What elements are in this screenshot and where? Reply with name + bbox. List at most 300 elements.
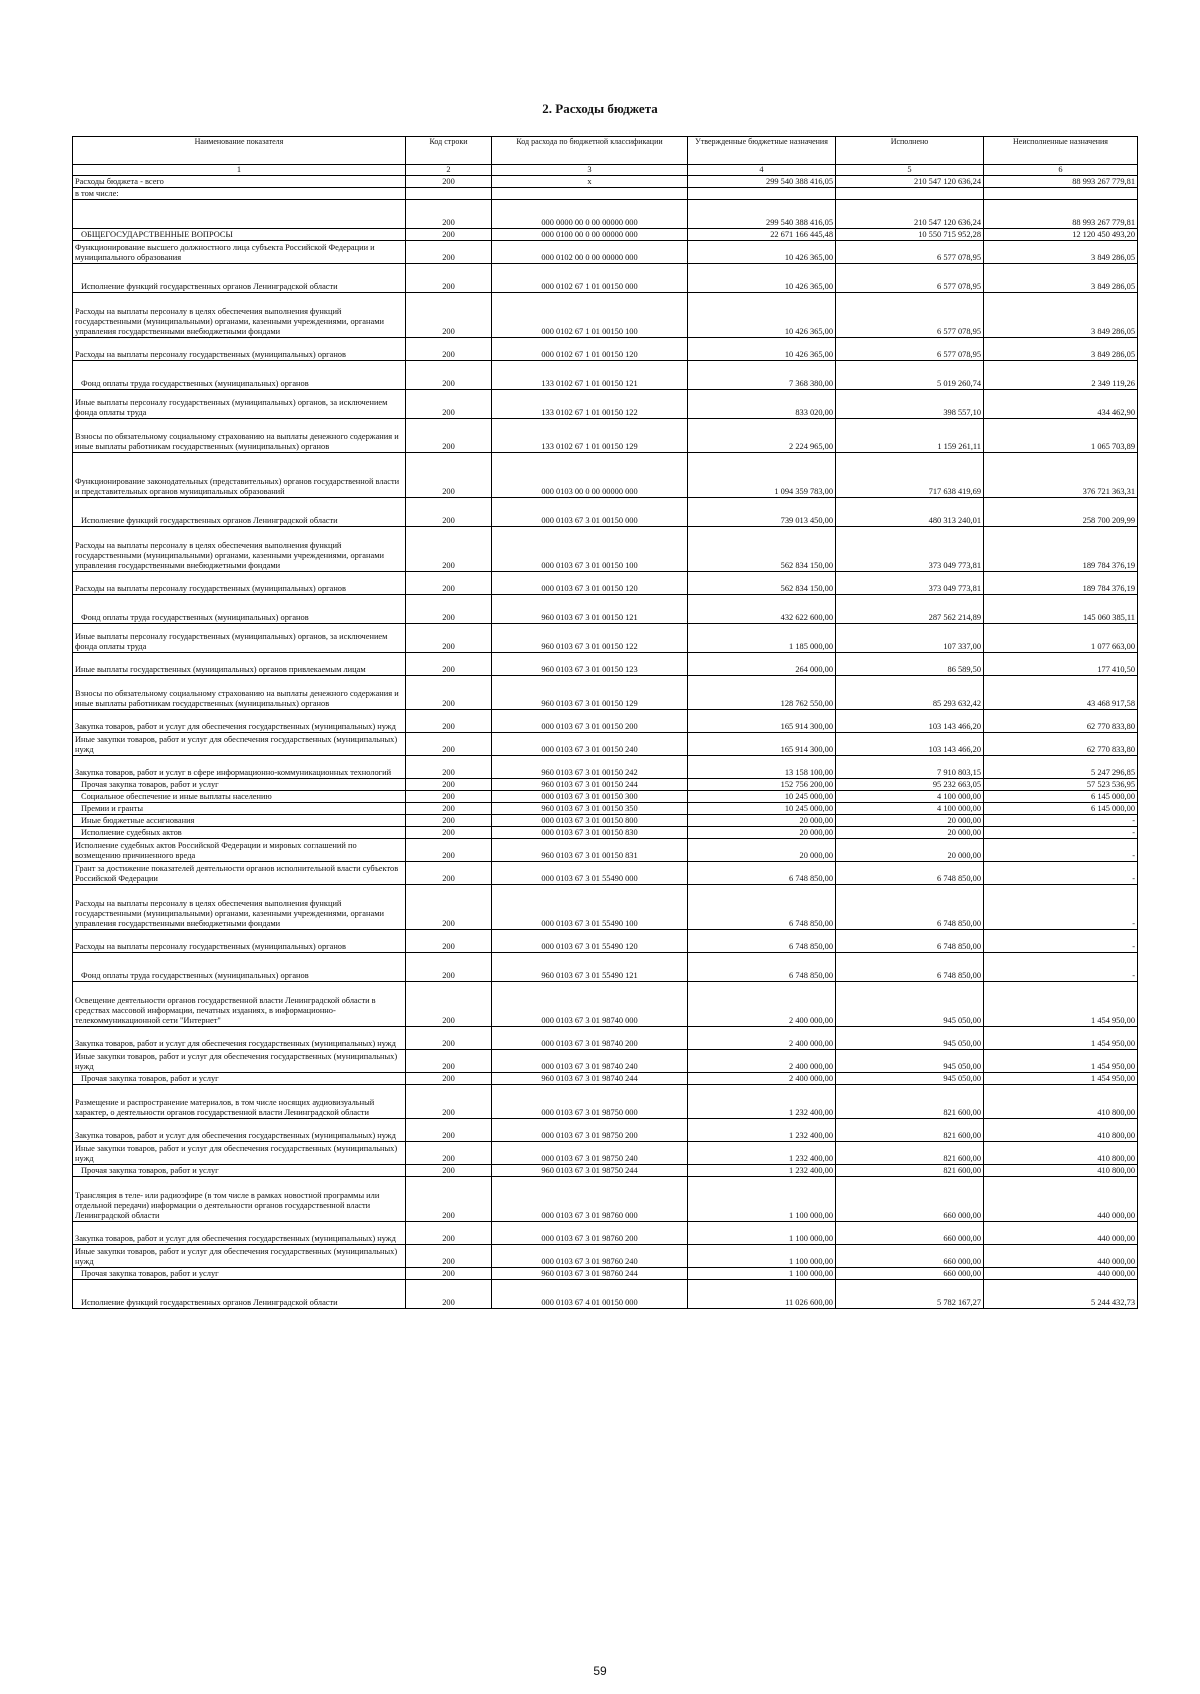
row-budget-code: 000 0103 67 3 01 00150 300 — [492, 791, 688, 803]
row-unexecuted: 3 849 286,05 — [984, 338, 1138, 361]
table-row — [73, 453, 1138, 498]
row-executed: 1 159 261,11 — [836, 419, 984, 453]
row-budget-code: 000 0100 00 0 00 00000 000 — [492, 229, 688, 241]
row-approved: 562 834 150,00 — [688, 572, 836, 595]
row-budget-code: 000 0103 67 3 01 00150 000 — [492, 498, 688, 527]
row-unexecuted: 3 849 286,05 — [984, 264, 1138, 293]
row-approved: 432 622 600,00 — [688, 595, 836, 624]
row-name: Размещение и распространение материалов, в том числе носящих аудиовизуальный характер, о деятельности органов государственной власти Ленинградской области — [73, 1085, 406, 1119]
table-row — [73, 1245, 1138, 1268]
table-row — [73, 953, 1138, 982]
col-number: 1 — [73, 165, 406, 176]
row-line-code: 200 — [406, 710, 492, 733]
row-name: Исполнение функций государственных органов Ленинградской области — [73, 264, 406, 293]
row-unexecuted: 440 000,00 — [984, 1245, 1138, 1268]
row-name: Расходы на выплаты персоналу в целях обеспечения выполнения функций государственными (муниципальными) органами, казенными учреждениями, органами управления государственными внебюджетными фондами — [73, 527, 406, 572]
table-row — [73, 498, 1138, 527]
row-executed: 103 143 466,20 — [836, 710, 984, 733]
col-number: 3 — [492, 165, 688, 176]
row-budget-code: 000 0103 67 3 01 55490 000 — [492, 862, 688, 885]
table-row — [73, 653, 1138, 676]
table-row — [73, 733, 1138, 756]
row-unexecuted: 43 468 917,58 — [984, 676, 1138, 710]
row-approved: 10 245 000,00 — [688, 791, 836, 803]
row-budget-code: 000 0103 67 3 01 00150 100 — [492, 527, 688, 572]
row-name: Расходы на выплаты персоналу в целях обеспечения выполнения функций государственными (муниципальными) органами, казенными учреждениями, органами управления государственными внебюджетными фондами — [73, 885, 406, 930]
row-name: Закупка товаров, работ и услуг для обеспечения государственных (муниципальных) нужд — [73, 1119, 406, 1142]
row-name: в том числе: — [73, 188, 406, 200]
row-budget-code: 000 0103 67 3 01 98750 000 — [492, 1085, 688, 1119]
row-unexecuted: 57 523 536,95 — [984, 779, 1138, 791]
row-budget-code: 960 0103 67 3 01 00150 122 — [492, 624, 688, 653]
row-executed: 660 000,00 — [836, 1245, 984, 1268]
row-unexecuted: 440 000,00 — [984, 1268, 1138, 1280]
row-budget-code: 000 0103 67 3 01 00150 830 — [492, 827, 688, 839]
row-line-code: 200 — [406, 756, 492, 779]
row-executed: 821 600,00 — [836, 1085, 984, 1119]
row-budget-code: 000 0102 67 1 01 00150 120 — [492, 338, 688, 361]
row-budget-code: 000 0000 00 0 00 00000 000 — [492, 200, 688, 229]
row-unexecuted: 440 000,00 — [984, 1222, 1138, 1245]
row-name: Исполнение функций государственных органов Ленинградской области — [73, 1280, 406, 1309]
table-row — [73, 1177, 1138, 1222]
row-approved: 165 914 300,00 — [688, 710, 836, 733]
row-budget-code: 000 0103 00 0 00 00000 000 — [492, 453, 688, 498]
row-line-code: 200 — [406, 361, 492, 390]
row-line-code: 200 — [406, 293, 492, 338]
table-row — [73, 862, 1138, 885]
row-name: Иные закупки товаров, работ и услуг для обеспечения государственных (муниципальных) нужд — [73, 1142, 406, 1165]
col-header-budget-code: Код расхода по бюджетной классификации — [492, 137, 688, 165]
row-name — [73, 200, 406, 229]
row-name: Исполнение судебных актов — [73, 827, 406, 839]
row-approved: 1 232 400,00 — [688, 1142, 836, 1165]
table-row — [73, 885, 1138, 930]
row-executed: 373 049 773,81 — [836, 527, 984, 572]
row-approved — [688, 188, 836, 200]
table-row — [73, 293, 1138, 338]
table-row — [73, 982, 1138, 1027]
row-approved: 10 426 365,00 — [688, 338, 836, 361]
row-name: Расходы на выплаты персоналу государственных (муниципальных) органов — [73, 572, 406, 595]
row-approved: 7 368 380,00 — [688, 361, 836, 390]
row-name: Социальное обеспечение и иные выплаты населению — [73, 791, 406, 803]
row-executed: 107 337,00 — [836, 624, 984, 653]
row-name: Взносы по обязательному социальному страхованию на выплаты денежного содержания и иные выплаты работникам государственных (муниципальных) органов — [73, 419, 406, 453]
table-row — [73, 1268, 1138, 1280]
row-approved: 20 000,00 — [688, 827, 836, 839]
row-line-code: 200 — [406, 1050, 492, 1073]
row-executed: 6 748 850,00 — [836, 930, 984, 953]
row-unexecuted: 5 247 296,85 — [984, 756, 1138, 779]
row-unexecuted: 88 993 267 779,81 — [984, 176, 1138, 188]
row-executed: 10 550 715 952,28 — [836, 229, 984, 241]
row-name: Прочая закупка товаров, работ и услуг — [73, 1165, 406, 1177]
row-unexecuted: - — [984, 862, 1138, 885]
row-budget-code: 000 0103 67 3 01 98760 200 — [492, 1222, 688, 1245]
row-approved: 20 000,00 — [688, 839, 836, 862]
row-line-code: 200 — [406, 953, 492, 982]
row-name: Иные закупки товаров, работ и услуг для обеспечения государственных (муниципальных) нужд — [73, 1050, 406, 1073]
row-budget-code: 000 0103 67 3 01 55490 100 — [492, 885, 688, 930]
col-number: 2 — [406, 165, 492, 176]
row-line-code: 200 — [406, 1245, 492, 1268]
table-row — [73, 527, 1138, 572]
table-row — [73, 390, 1138, 419]
row-approved: 2 400 000,00 — [688, 982, 836, 1027]
col-header-line-code: Код строки — [406, 137, 492, 165]
row-name: Функционирование законодательных (представительных) органов государственной власти и представительных органов муниципальных образований — [73, 453, 406, 498]
row-unexecuted: 410 800,00 — [984, 1165, 1138, 1177]
row-approved: 562 834 150,00 — [688, 527, 836, 572]
table-row — [73, 595, 1138, 624]
row-name: Функционирование высшего должностного лица субъекта Российской Федерации и муниципального образования — [73, 241, 406, 264]
row-executed: 210 547 120 636,24 — [836, 176, 984, 188]
row-executed: 4 100 000,00 — [836, 803, 984, 815]
row-line-code: 200 — [406, 1119, 492, 1142]
table-row — [73, 229, 1138, 241]
row-unexecuted: 145 060 385,11 — [984, 595, 1138, 624]
row-executed: 103 143 466,20 — [836, 733, 984, 756]
table-row — [73, 1085, 1138, 1119]
row-approved: 2 400 000,00 — [688, 1050, 836, 1073]
row-line-code: 200 — [406, 498, 492, 527]
row-executed: 210 547 120 636,24 — [836, 200, 984, 229]
row-budget-code: 960 0103 67 3 01 00150 242 — [492, 756, 688, 779]
col-number: 5 — [836, 165, 984, 176]
row-budget-code: 000 0103 67 3 01 55490 120 — [492, 930, 688, 953]
row-unexecuted: 62 770 833,80 — [984, 733, 1138, 756]
row-approved: 299 540 388 416,05 — [688, 200, 836, 229]
row-executed: 4 100 000,00 — [836, 791, 984, 803]
row-executed: 95 232 663,05 — [836, 779, 984, 791]
row-approved: 152 756 200,00 — [688, 779, 836, 791]
row-executed: 373 049 773,81 — [836, 572, 984, 595]
table-row — [73, 241, 1138, 264]
row-budget-code: 960 0103 67 3 01 00150 121 — [492, 595, 688, 624]
row-approved: 10 426 365,00 — [688, 241, 836, 264]
row-approved: 2 224 965,00 — [688, 419, 836, 453]
row-line-code: 200 — [406, 624, 492, 653]
row-budget-code: 960 0103 67 3 01 55490 121 — [492, 953, 688, 982]
table-row — [73, 1142, 1138, 1165]
row-approved: 2 400 000,00 — [688, 1073, 836, 1085]
row-budget-code: 000 0103 67 3 01 98750 200 — [492, 1119, 688, 1142]
row-budget-code: 960 0103 67 3 01 00150 350 — [492, 803, 688, 815]
row-unexecuted: - — [984, 953, 1138, 982]
row-unexecuted: 12 120 450 493,20 — [984, 229, 1138, 241]
row-budget-code: 000 0103 67 3 01 00150 200 — [492, 710, 688, 733]
row-approved: 13 158 100,00 — [688, 756, 836, 779]
row-budget-code: 000 0102 67 1 01 00150 000 — [492, 264, 688, 293]
row-executed: 480 313 240,01 — [836, 498, 984, 527]
table-row — [73, 756, 1138, 779]
row-line-code: 200 — [406, 527, 492, 572]
row-name: Закупка товаров, работ и услуг для обеспечения государственных (муниципальных) нужд — [73, 1027, 406, 1050]
row-name: ОБЩЕГОСУДАРСТВЕННЫЕ ВОПРОСЫ — [73, 229, 406, 241]
row-line-code: 200 — [406, 885, 492, 930]
table-body — [73, 176, 1138, 1309]
row-budget-code: 960 0103 67 3 01 00150 244 — [492, 779, 688, 791]
row-unexecuted: 6 145 000,00 — [984, 791, 1138, 803]
row-unexecuted: 189 784 376,19 — [984, 572, 1138, 595]
table-row — [73, 815, 1138, 827]
budget-expenses-table — [72, 136, 1138, 1309]
row-line-code: 200 — [406, 827, 492, 839]
table-row — [73, 1222, 1138, 1245]
row-line-code: 200 — [406, 791, 492, 803]
row-executed: 717 638 419,69 — [836, 453, 984, 498]
row-approved: 1 100 000,00 — [688, 1245, 836, 1268]
row-line-code: 200 — [406, 653, 492, 676]
row-line-code: 200 — [406, 390, 492, 419]
row-line-code: 200 — [406, 241, 492, 264]
row-executed: 5 782 167,27 — [836, 1280, 984, 1309]
row-approved: 739 013 450,00 — [688, 498, 836, 527]
row-line-code: 200 — [406, 338, 492, 361]
row-name: Прочая закупка товаров, работ и услуг — [73, 1073, 406, 1085]
row-name: Иные выплаты персоналу государственных (муниципальных) органов, за исключением фонда оплаты труда — [73, 390, 406, 419]
row-unexecuted: - — [984, 885, 1138, 930]
row-line-code: 200 — [406, 1165, 492, 1177]
row-executed: 6 748 850,00 — [836, 885, 984, 930]
row-unexecuted: 376 721 363,31 — [984, 453, 1138, 498]
row-name: Фонд оплаты труда государственных (муниципальных) органов — [73, 953, 406, 982]
row-executed: 6 577 078,95 — [836, 293, 984, 338]
row-unexecuted: 1 454 950,00 — [984, 1050, 1138, 1073]
row-name: Закупка товаров, работ и услуг для обеспечения государственных (муниципальных) нужд — [73, 710, 406, 733]
row-budget-code: 000 0103 67 3 01 00150 800 — [492, 815, 688, 827]
row-unexecuted: 1 454 950,00 — [984, 982, 1138, 1027]
row-approved: 833 020,00 — [688, 390, 836, 419]
row-unexecuted: 177 410,50 — [984, 653, 1138, 676]
row-unexecuted: 3 849 286,05 — [984, 293, 1138, 338]
row-line-code: 200 — [406, 982, 492, 1027]
col-header-name: Наименование показателя — [73, 137, 406, 165]
row-executed: 945 050,00 — [836, 1027, 984, 1050]
row-line-code: 200 — [406, 779, 492, 791]
row-approved: 11 026 600,00 — [688, 1280, 836, 1309]
row-name: Премии и гранты — [73, 803, 406, 815]
row-line-code: 200 — [406, 733, 492, 756]
table-row — [73, 572, 1138, 595]
row-approved: 1 232 400,00 — [688, 1085, 836, 1119]
row-budget-code: 000 0102 67 1 01 00150 100 — [492, 293, 688, 338]
col-header-executed: Исполнено — [836, 137, 984, 165]
row-unexecuted: - — [984, 930, 1138, 953]
row-line-code: 200 — [406, 862, 492, 885]
row-unexecuted: 410 800,00 — [984, 1085, 1138, 1119]
col-header-approved: Утвержденные бюджетные назначения — [688, 137, 836, 165]
row-unexecuted: 258 700 209,99 — [984, 498, 1138, 527]
row-executed: 660 000,00 — [836, 1222, 984, 1245]
row-unexecuted: - — [984, 815, 1138, 827]
row-executed: 6 748 850,00 — [836, 862, 984, 885]
table-row — [73, 200, 1138, 229]
row-budget-code: 960 0103 67 3 01 00150 831 — [492, 839, 688, 862]
row-unexecuted: 440 000,00 — [984, 1177, 1138, 1222]
row-executed: 398 557,10 — [836, 390, 984, 419]
row-budget-code: 000 0102 00 0 00 00000 000 — [492, 241, 688, 264]
row-line-code: 200 — [406, 1268, 492, 1280]
row-name: Расходы бюджета - всего — [73, 176, 406, 188]
row-line-code: 200 — [406, 1222, 492, 1245]
row-unexecuted: 2 349 119,26 — [984, 361, 1138, 390]
row-executed: 85 293 632,42 — [836, 676, 984, 710]
row-unexecuted: 1 077 663,00 — [984, 624, 1138, 653]
row-name: Фонд оплаты труда государственных (муниципальных) органов — [73, 361, 406, 390]
table-row — [73, 176, 1138, 188]
row-unexecuted: 434 462,90 — [984, 390, 1138, 419]
row-executed: 945 050,00 — [836, 1073, 984, 1085]
row-executed: 821 600,00 — [836, 1165, 984, 1177]
row-line-code: 200 — [406, 1027, 492, 1050]
row-unexecuted: - — [984, 839, 1138, 862]
table-row — [73, 361, 1138, 390]
row-line-code: 200 — [406, 1142, 492, 1165]
row-executed: 821 600,00 — [836, 1119, 984, 1142]
row-budget-code: x — [492, 176, 688, 188]
row-name: Иные выплаты государственных (муниципальных) органов привлекаемым лицам — [73, 653, 406, 676]
row-budget-code: 000 0103 67 4 01 00150 000 — [492, 1280, 688, 1309]
row-name: Закупка товаров, работ и услуг в сфере информационно-коммуникационных технологий — [73, 756, 406, 779]
row-budget-code: 000 0103 67 3 01 98740 200 — [492, 1027, 688, 1050]
row-budget-code: 960 0103 67 3 01 98760 244 — [492, 1268, 688, 1280]
row-executed: 6 577 078,95 — [836, 264, 984, 293]
row-executed: 20 000,00 — [836, 815, 984, 827]
row-unexecuted: 88 993 267 779,81 — [984, 200, 1138, 229]
row-unexecuted: - — [984, 827, 1138, 839]
row-budget-code: 960 0103 67 3 01 00150 129 — [492, 676, 688, 710]
column-number-row — [73, 165, 1138, 176]
table-row — [73, 827, 1138, 839]
col-header-unexecuted: Неисполненные назначения — [984, 137, 1138, 165]
row-approved: 6 748 850,00 — [688, 930, 836, 953]
row-executed: 6 748 850,00 — [836, 953, 984, 982]
row-budget-code: 000 0103 67 3 01 98760 240 — [492, 1245, 688, 1268]
page-number: 59 — [593, 1664, 607, 1678]
row-unexecuted: 1 454 950,00 — [984, 1073, 1138, 1085]
table-header-row — [73, 137, 1138, 165]
row-approved: 1 100 000,00 — [688, 1268, 836, 1280]
row-name: Прочая закупка товаров, работ и услуг — [73, 1268, 406, 1280]
row-budget-code — [492, 188, 688, 200]
row-line-code: 200 — [406, 1085, 492, 1119]
table-row — [73, 1050, 1138, 1073]
row-line-code — [406, 188, 492, 200]
row-unexecuted: 62 770 833,80 — [984, 710, 1138, 733]
row-approved: 1 232 400,00 — [688, 1119, 836, 1142]
row-approved: 128 762 550,00 — [688, 676, 836, 710]
row-executed: 20 000,00 — [836, 827, 984, 839]
row-line-code: 200 — [406, 815, 492, 827]
row-unexecuted: 410 800,00 — [984, 1119, 1138, 1142]
row-name: Расходы на выплаты персоналу в целях обеспечения выполнения функций государственными (муниципальными) органами, казенными учреждениями, органами управления государственными внебюджетными фондами — [73, 293, 406, 338]
table-row — [73, 930, 1138, 953]
row-line-code: 200 — [406, 595, 492, 624]
table-row — [73, 1165, 1138, 1177]
row-executed: 660 000,00 — [836, 1177, 984, 1222]
row-name: Взносы по обязательному социальному страхованию на выплаты денежного содержания и иные выплаты работникам государственных (муниципальных) органов — [73, 676, 406, 710]
row-budget-code: 133 0102 67 1 01 00150 121 — [492, 361, 688, 390]
row-executed: 6 577 078,95 — [836, 338, 984, 361]
row-line-code: 200 — [406, 200, 492, 229]
row-name: Иные закупки товаров, работ и услуг для обеспечения государственных (муниципальных) нужд — [73, 1245, 406, 1268]
row-executed: 945 050,00 — [836, 982, 984, 1027]
row-budget-code: 000 0103 67 3 01 00150 120 — [492, 572, 688, 595]
row-approved: 22 671 166 445,48 — [688, 229, 836, 241]
row-approved: 6 748 850,00 — [688, 885, 836, 930]
row-budget-code: 133 0102 67 1 01 00150 129 — [492, 419, 688, 453]
row-executed — [836, 188, 984, 200]
table-row — [73, 419, 1138, 453]
row-unexecuted: 410 800,00 — [984, 1142, 1138, 1165]
row-approved: 10 426 365,00 — [688, 264, 836, 293]
row-approved: 1 094 359 783,00 — [688, 453, 836, 498]
row-name: Расходы на выплаты персоналу государственных (муниципальных) органов — [73, 338, 406, 361]
table-row — [73, 1073, 1138, 1085]
col-number: 4 — [688, 165, 836, 176]
row-line-code: 200 — [406, 419, 492, 453]
row-unexecuted: 1 454 950,00 — [984, 1027, 1138, 1050]
row-approved: 299 540 388 416,05 — [688, 176, 836, 188]
row-approved: 1 100 000,00 — [688, 1177, 836, 1222]
row-line-code: 200 — [406, 1280, 492, 1309]
row-name: Закупка товаров, работ и услуг для обеспечения государственных (муниципальных) нужд — [73, 1222, 406, 1245]
row-approved: 1 185 000,00 — [688, 624, 836, 653]
row-line-code: 200 — [406, 803, 492, 815]
table-row — [73, 264, 1138, 293]
table-row — [73, 338, 1138, 361]
row-line-code: 200 — [406, 572, 492, 595]
row-budget-code: 133 0102 67 1 01 00150 122 — [492, 390, 688, 419]
row-approved: 2 400 000,00 — [688, 1027, 836, 1050]
row-executed: 945 050,00 — [836, 1050, 984, 1073]
row-budget-code: 000 0103 67 3 01 00150 240 — [492, 733, 688, 756]
row-executed: 5 019 260,74 — [836, 361, 984, 390]
table-row — [73, 839, 1138, 862]
row-name: Иные бюджетные ассигнования — [73, 815, 406, 827]
row-line-code: 200 — [406, 453, 492, 498]
row-approved: 264 000,00 — [688, 653, 836, 676]
row-budget-code: 000 0103 67 3 01 98740 000 — [492, 982, 688, 1027]
row-unexecuted: 1 065 703,89 — [984, 419, 1138, 453]
row-line-code: 200 — [406, 839, 492, 862]
row-approved: 165 914 300,00 — [688, 733, 836, 756]
page-title: 2. Расходы бюджета — [542, 101, 658, 116]
row-name: Освещение деятельности органов государственной власти Ленинградской области в средствах массовой информации, печатных изданиях, в информационно-телекоммуникационной сети "Интернет" — [73, 982, 406, 1027]
row-budget-code: 000 0103 67 3 01 98740 240 — [492, 1050, 688, 1073]
row-unexecuted: 5 244 432,73 — [984, 1280, 1138, 1309]
row-budget-code: 000 0103 67 3 01 98760 000 — [492, 1177, 688, 1222]
table-row — [73, 1280, 1138, 1309]
row-line-code: 200 — [406, 264, 492, 293]
row-approved: 6 748 850,00 — [688, 953, 836, 982]
row-budget-code: 960 0103 67 3 01 00150 123 — [492, 653, 688, 676]
row-line-code: 200 — [406, 930, 492, 953]
row-name: Прочая закупка товаров, работ и услуг — [73, 779, 406, 791]
row-approved: 6 748 850,00 — [688, 862, 836, 885]
row-line-code: 200 — [406, 1177, 492, 1222]
row-name: Исполнение судебных актов Российской Федерации и мировых соглашений по возмещению причиненного вреда — [73, 839, 406, 862]
row-budget-code: 000 0103 67 3 01 98750 240 — [492, 1142, 688, 1165]
row-executed: 660 000,00 — [836, 1268, 984, 1280]
row-line-code: 200 — [406, 229, 492, 241]
row-executed: 287 562 214,89 — [836, 595, 984, 624]
row-executed: 7 910 803,15 — [836, 756, 984, 779]
table-row — [73, 791, 1138, 803]
row-budget-code: 960 0103 67 3 01 98750 244 — [492, 1165, 688, 1177]
